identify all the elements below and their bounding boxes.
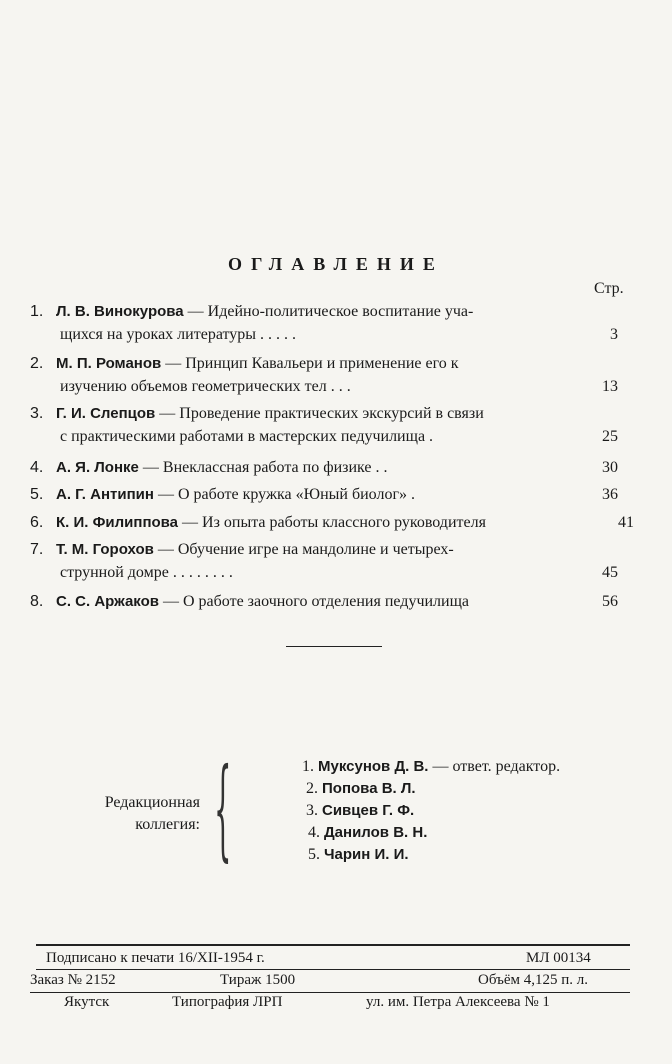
entry-title: — Из опыта работы классного руководителя bbox=[178, 514, 486, 531]
imprint-volume: Объём 4,125 п. л. bbox=[478, 972, 589, 988]
entry-author: С. С. Аржаков bbox=[56, 593, 159, 610]
entry-title: — Внеклассная работа по физике . . bbox=[138, 459, 388, 476]
toc-list bbox=[30, 300, 640, 617]
editor-name: Чарин И. И. bbox=[324, 846, 409, 863]
editor-role: — ответ. редактор. bbox=[428, 758, 561, 775]
brace-glyph: { bbox=[214, 744, 232, 872]
page-column-header: Стр. bbox=[594, 280, 624, 297]
editor-item: 1. Муксунов Д. В. — ответ. редактор. bbox=[302, 758, 561, 775]
imprint-signed: Подписано к печати 16/XII-1954 г. bbox=[46, 950, 265, 966]
editor-item: 4. Данилов В. Н. bbox=[308, 824, 428, 841]
toc-entry bbox=[30, 456, 640, 483]
toc-entry bbox=[30, 590, 640, 617]
entry-page: 45 bbox=[602, 564, 618, 581]
toc-entry bbox=[30, 352, 640, 402]
entry-title: — О работе кружка «Юный биолог» . bbox=[153, 486, 416, 503]
editor-name: Муксунов Д. В. bbox=[318, 758, 429, 775]
toc-entry bbox=[30, 511, 640, 538]
entry-number: 8. bbox=[30, 593, 44, 610]
imprint-city: Якутск bbox=[64, 994, 110, 1010]
section-divider bbox=[286, 646, 382, 647]
toc-entry bbox=[30, 483, 640, 511]
editor-name: Попова В. Л. bbox=[322, 780, 416, 797]
entry-author: А. Я. Лонке bbox=[56, 459, 139, 476]
editor-item: 3. Сивцев Г. Ф. bbox=[306, 802, 415, 819]
entry-number: 4. bbox=[30, 459, 44, 476]
toc-title: ОГЛАВЛЕНИЕ bbox=[228, 254, 444, 274]
entry-author: А. Г. Антипин bbox=[56, 486, 154, 503]
entry-title-cont: с практическими работами в мастерских педучилища . bbox=[60, 428, 434, 445]
entry-page: 3 bbox=[610, 326, 618, 343]
entry-number: 6. bbox=[30, 514, 44, 531]
entry-number: 1. bbox=[30, 303, 44, 320]
imprint-address: ул. им. Петра Алексеева № 1 bbox=[366, 994, 550, 1010]
entry-author: Т. М. Горохов bbox=[56, 541, 154, 558]
entry-author: Л. В. Винокурова bbox=[56, 303, 184, 320]
entry-title: — Проведение практических экскурсий в связи bbox=[155, 405, 484, 422]
entry-page: 41 bbox=[618, 514, 634, 531]
entry-number: 5. bbox=[30, 486, 44, 503]
editor-name: Сивцев Г. Ф. bbox=[322, 802, 415, 819]
entry-title-cont: щихся на уроках литературы . . . . . bbox=[60, 326, 297, 343]
entry-title: — Идейно-политическое воспитание уча- bbox=[183, 303, 474, 320]
entry-page: 25 bbox=[602, 428, 618, 445]
editorial-board-label: Редакционная коллегия: bbox=[104, 794, 200, 833]
entry-page: 56 bbox=[602, 593, 618, 610]
entry-title: — О работе заочного отделения педучилища bbox=[159, 593, 470, 610]
imprint-rule bbox=[30, 992, 630, 993]
imprint-code: МЛ 00134 bbox=[526, 950, 591, 966]
entry-author: М. П. Романов bbox=[56, 355, 162, 372]
editor-item: 5. Чарин И. И. bbox=[308, 846, 409, 863]
entry-title-cont: струнной домре . . . . . . . . bbox=[60, 564, 233, 581]
editor-name: Данилов В. Н. bbox=[324, 824, 428, 841]
editorial-board-list bbox=[302, 756, 560, 866]
entry-number: 7. bbox=[30, 541, 44, 558]
entry-title-cont: изучению объемов геометрических тел . . . bbox=[60, 378, 351, 395]
entry-page: 13 bbox=[602, 378, 618, 395]
toc-entry bbox=[30, 402, 640, 456]
imprint-printer: Типография ЛРП bbox=[172, 994, 283, 1010]
imprint-rule bbox=[36, 969, 630, 970]
entry-author: К. И. Филиппова bbox=[56, 514, 179, 531]
imprint-print-run: Тираж 1500 bbox=[220, 972, 296, 988]
entry-title: — Обучение игре на мандолине и четырех- bbox=[153, 541, 454, 558]
toc-entry bbox=[30, 300, 640, 352]
entry-author: Г. И. Слепцов bbox=[56, 405, 156, 422]
entry-title: — Принцип Кавальери и применение его к bbox=[161, 355, 459, 372]
toc-entry bbox=[30, 538, 640, 590]
editor-item: 2. Попова В. Л. bbox=[306, 780, 416, 797]
entry-number: 3. bbox=[30, 405, 44, 422]
imprint-top-rule bbox=[36, 944, 630, 946]
entry-number: 2. bbox=[30, 355, 44, 372]
imprint-order: Заказ № 2152 bbox=[30, 972, 116, 988]
entry-page: 30 bbox=[602, 459, 618, 476]
entry-page: 36 bbox=[602, 486, 618, 503]
